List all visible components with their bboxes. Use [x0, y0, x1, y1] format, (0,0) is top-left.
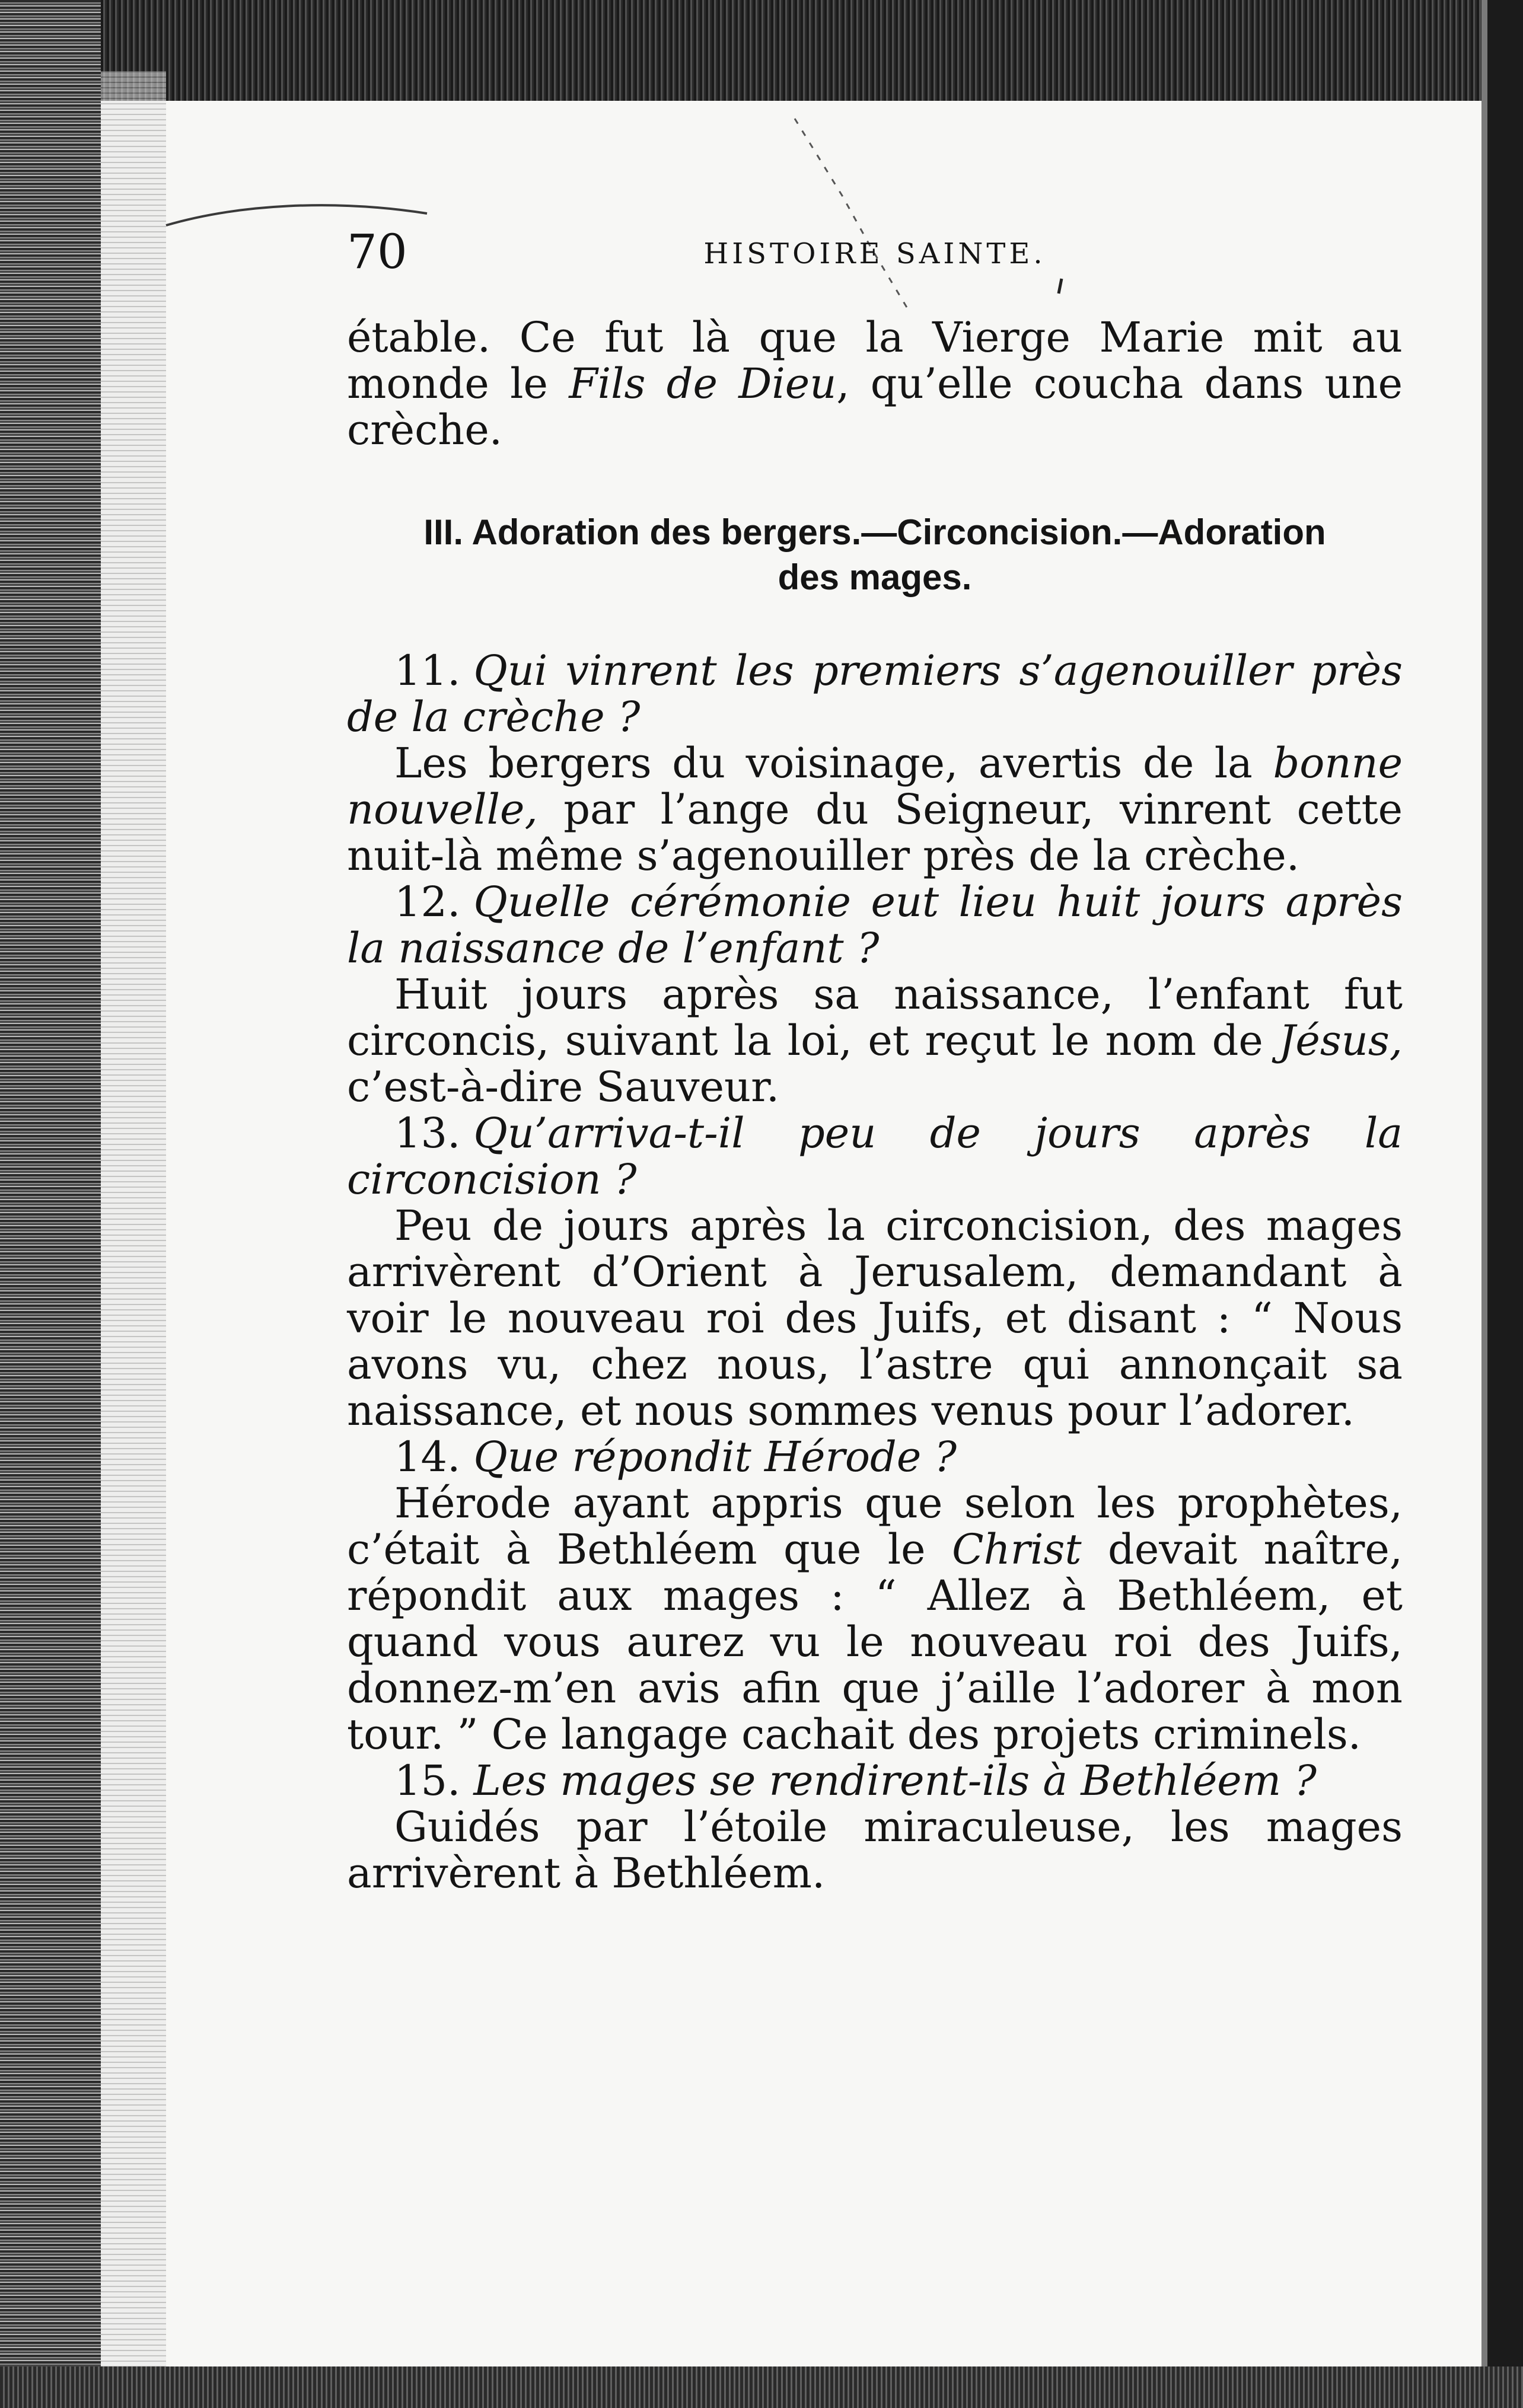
answer-13: Peu de jours après la circoncision, des mages arrivèrent d’Orient à Jerusalem, demandant à voir le nouveau roi des Juifs, et disant : “ Nous avons vu, chez nous, l’astre qui annonçait sa naissance, et nous sommes venus pour l’adorer.	[347, 1201, 1403, 1435]
question-12	[347, 879, 1403, 971]
question-number: 13.	[394, 1109, 461, 1157]
body-copy	[347, 314, 1403, 1896]
answer-14: Hérode ayant appris que selon les prophètes, c’était à Bethléem que le Christ devait naître, répondit aux mages : “ Allez à Bethléem, et quand vous aurez vu le nouveau roi des Juifs, donnez-m’en avis afin que j’aille l’adorer à mon tour. ” Ce langage cachait des projets criminels.	[347, 1479, 1403, 1759]
answer-15: Guidés par l’étoile miraculeuse, les mages arrivèrent à Bethléem.	[347, 1803, 1403, 1897]
answer-12: Huit jours après sa naissance, l’enfant fut circoncis, suivant la loi, et reçut le nom de Jésus, c’est-à-dire Sauveur.	[347, 970, 1403, 1111]
question-text: Que répondit Hérode ?	[473, 1433, 957, 1481]
running-title: HISTOIRE SAINTE.	[703, 237, 1046, 270]
question-13	[347, 1110, 1403, 1203]
section-heading-line-1: III. Adoration des bergers.—Circoncision.—Adoration	[423, 512, 1326, 552]
question-text: Qui vinrent les premiers s’agenouiller près de la crèche ?	[347, 646, 1403, 741]
question-text: Les mages se rendirent-ils à Bethléem ?	[473, 1756, 1317, 1805]
page-header	[347, 225, 1403, 279]
answer-11: Les bergers du voisinage, avertis de la bonne nouvelle, par l’ange du Seigneur, vinrent cette nuit-là même s’agenouiller près de la crèche.	[347, 739, 1403, 880]
question-number: 11.	[394, 646, 461, 695]
question-number: 15.	[394, 1756, 461, 1805]
question-14	[347, 1434, 1403, 1480]
question-number: 12.	[394, 878, 461, 926]
question-15	[347, 1758, 1403, 1804]
section-heading-line-2: des mages.	[778, 557, 972, 597]
section-heading	[347, 510, 1403, 600]
opening-paragraph: étable. Ce fut là que la Vierge Marie mit au monde le Fils de Dieu, qu’elle coucha dans une crèche.	[347, 313, 1403, 454]
question-text: Quelle cérémonie eut lieu huit jours après la naissance de l’enfant ?	[347, 878, 1403, 972]
page-number: 70	[347, 224, 407, 279]
question-number: 14.	[394, 1433, 461, 1481]
question-text: Qu’arriva-t-il peu de jours après la circoncision ?	[347, 1109, 1403, 1204]
question-11	[347, 648, 1403, 740]
